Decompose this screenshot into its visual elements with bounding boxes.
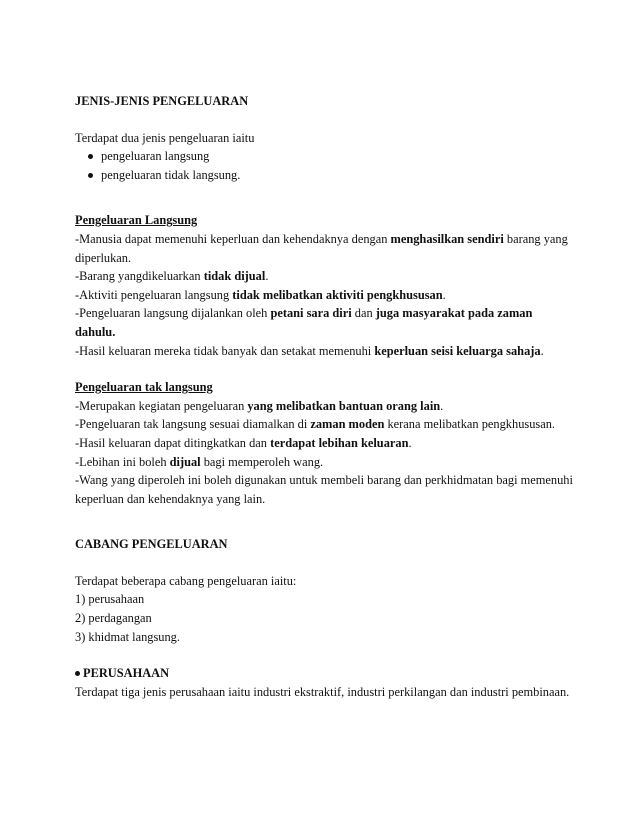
section-heading-jenis: JENIS-JENIS PENGELUARAN [75, 94, 249, 108]
tak-langsung-line-4: -Lebihan ini boleh dijual bagi memperoleh wang. [75, 454, 324, 469]
bullet-icon [88, 173, 93, 178]
bullet-icon [88, 154, 93, 159]
subheading-tak-langsung: Pengeluaran tak langsung [75, 380, 213, 395]
langsung-line-5: -Hasil keluaran mereka tidak banyak dan setakat memenuhi keperluan seisi keluarga sahaja. [75, 343, 544, 358]
list-item: pengeluaran tidak langsung. [75, 166, 575, 185]
list-item: 2) perdagangan [75, 611, 152, 626]
section-heading-cabang: CABANG PENGELUARAN [75, 537, 228, 552]
langsung-line-1: -Manusia dapat memenuhi keperluan dan kehendaknya dengan menghasilkan sendiri barang yang diperlukan. [75, 231, 568, 265]
jenis-bullet-list [75, 147, 575, 184]
list-item: pengeluaran langsung [75, 147, 575, 166]
bullet-icon [75, 671, 80, 676]
subheading-langsung: Pengeluaran Langsung [75, 213, 198, 228]
langsung-line-3: -Aktiviti pengeluaran langsung tidak melibatkan aktiviti pengkhususan. [75, 287, 446, 302]
langsung-line-4: -Pengeluaran langsung dijalankan oleh petani sara diri dan juga masyarakat pada zaman dahulu. [75, 306, 533, 339]
tak-langsung-line-5: -Wang yang diperoleh ini boleh digunakan untuk membeli barang dan perkhidmatan bagi memenuhi keperluan dan kehendaknya yang lain. [75, 473, 573, 506]
intro-jenis: Terdapat dua jenis pengeluaran iaitu [75, 130, 255, 145]
list-item: 1) perusahaan [75, 592, 145, 607]
list-item: 3) khidmat langsung. [75, 629, 180, 644]
tak-langsung-line-2: -Pengeluaran tak langsung sesuai diamalkan di zaman moden kerana melibatkan pengkhususan. [75, 417, 556, 432]
perusahaan-text: Terdapat tiga jenis perusahaan iaitu industri ekstraktif, industri perkilangan dan industri pembinaan. [75, 684, 570, 699]
subheading-perusahaan: PERUSAHAAN [75, 664, 575, 683]
document-page [75, 92, 575, 701]
intro-cabang: Terdapat beberapa cabang pengeluaran iaitu: [75, 573, 297, 588]
tak-langsung-line-1: -Merupakan kegiatan pengeluaran yang melibatkan bantuan orang lain. [75, 398, 444, 413]
langsung-line-2: -Barang yangdikeluarkan tidak dijual. [75, 269, 269, 284]
tak-langsung-line-3: -Hasil keluaran dapat ditingkatkan dan terdapat lebihan keluaran. [75, 435, 412, 450]
